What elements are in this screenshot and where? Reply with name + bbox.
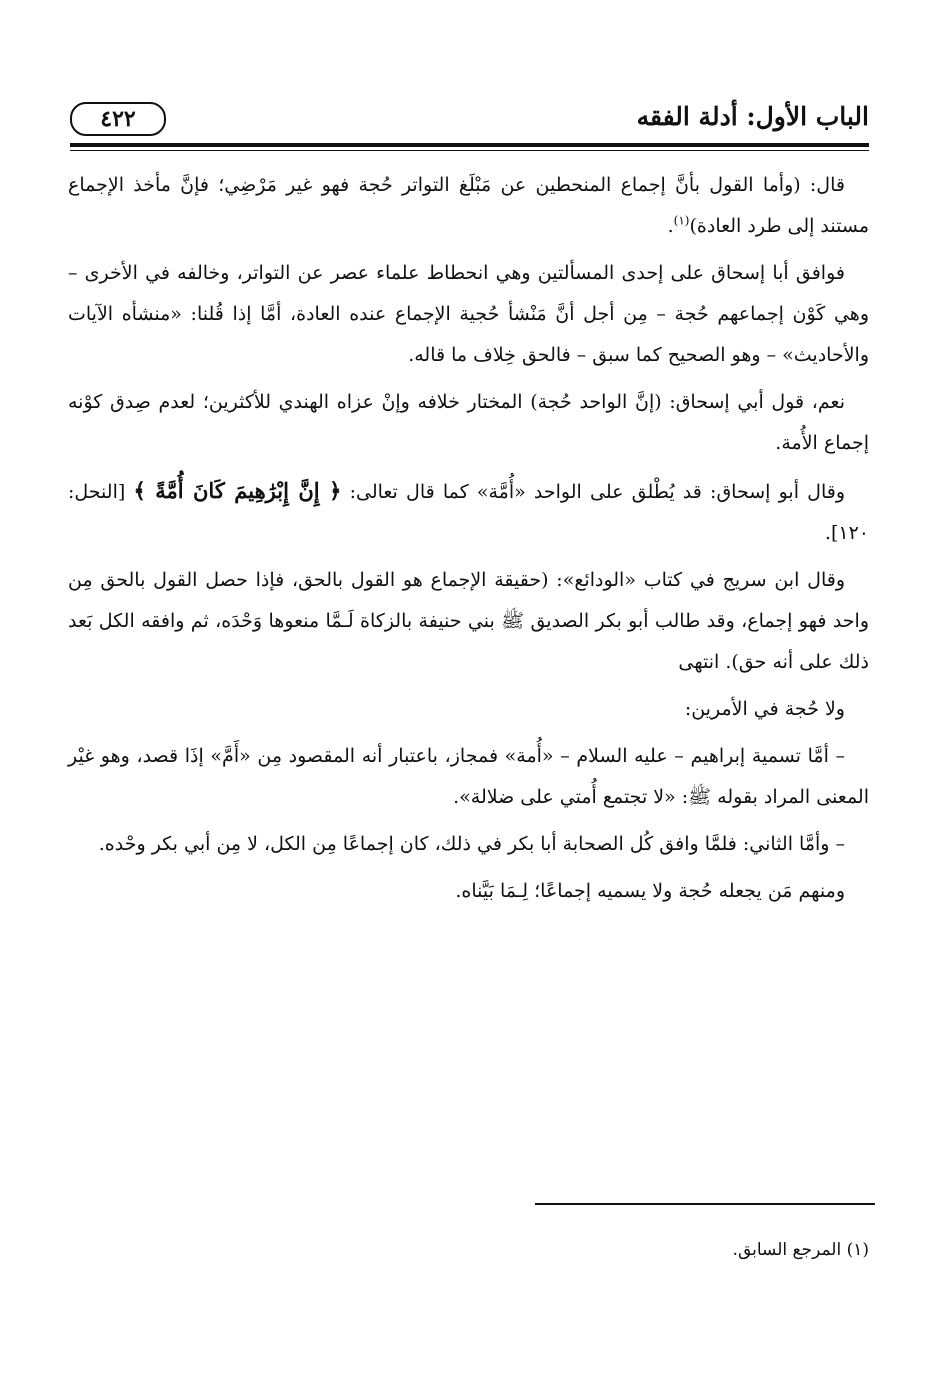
verse-reference: [النحل: ١٢٠]. [68,481,869,544]
main-text [68,165,869,918]
paragraph: – وأمَّا الثاني: فلمَّا وافق كُل الصحابة أبا بكر في ذلك، كان إجماعًا مِن الكل، لا مِن أبي بكر وحْده. [98,833,845,855]
footnote-separator [535,1203,875,1205]
paragraph: ومنهم مَن يجعله حُجة ولا يسميه إجماعًا؛ لِـمَا بَيَّناه. [455,880,845,902]
header-rule-thick [70,143,869,147]
paragraph: وقال ابن سريج في كتاب «الودائع»: (حقيقة الإجماع هو القول بالحق، فإذا حصل القول بالحق مِن واحد فهو إجماع، وقد طالب أبو بكر الصديق ﷺ بني حنيفة بالزكاة لَـمَّا منعوها وَحْدَه، ثم وافقه الكل بَعد ذلك على أنه حق). انتهى [68,569,869,673]
footnote: (١) المرجع السابق. [732,1240,869,1260]
paragraph: ولا حُجة في الأمرين: [684,698,845,720]
paragraph-text: قال: (وأما القول بأنَّ إجماع المنحطين عن مَبْلَغ التواتر حُجة فهو غير مَرْضِي؛ فإنَّ مأخذ الإجماع مستند إلى طرد العادة) [68,174,869,237]
paragraph [68,470,869,554]
paragraph [68,165,869,247]
running-title: الباب الأول: أدلة الفقه [636,102,869,131]
punctuation: . [667,215,674,237]
paragraph-text: وقال أبو إسحاق: قد يُطْلق على الواحد «أُمَّة» كما قال تعالى: [349,481,846,503]
page-number-badge: ٤٢٢ [70,102,166,136]
paragraph: فوافق أبا إسحاق على إحدى المسألتين وهي انحطاط علماء عصر عن التواتر، وخالفه في الأخرى – وهي كَوْن إجماعهم حُجة – مِن أجل أنَّ مَنْشأ حُجية الإجماع عنده العادة، أمَّا إذا قُلنا: «منشأه الآيات والأحاديث» – وهو الصحيح كما سبق – فالحق خِلاف ما قاله. [68,262,869,366]
page-header [70,100,869,140]
paragraph: نعم، قول أبي إسحاق: (إنَّ الواحد حُجة) المختار خلافه وإنْ عزاه الهندي للأكثرين؛ لعدم صِدق كوْنه إجماع الأُمة. [68,391,869,454]
header-rule-thin [70,150,869,151]
footnote-marker: (١) [673,213,690,228]
quran-verse: ﴿ إِنَّ إِبْرَٰهِيمَ كَانَ أُمَّةً ﴾ [133,478,342,503]
paragraph: – أمَّا تسمية إبراهيم – عليه السلام – «أُمة» فمجاز، باعتبار أنه المقصود مِن «أَمَّ» إذَا قصد، وهو غيْر المعنى المراد بقوله ﷺ: «لا تجتمع أُمتي على ضلالة». [68,745,869,808]
